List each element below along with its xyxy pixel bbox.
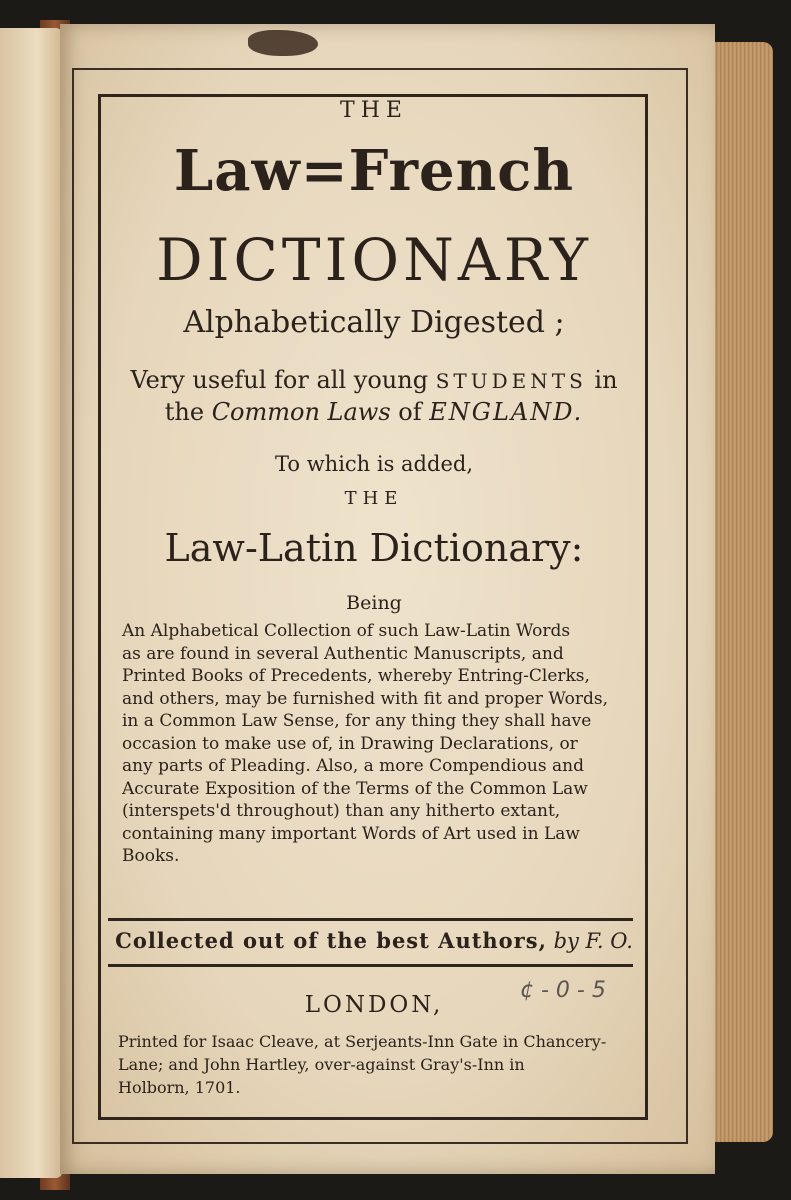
common-part-b: Common Laws — [211, 398, 391, 426]
collected-text: Collected out of the best Authors, — [115, 928, 547, 953]
body-line: Printed Books of Precedents, whereby Entring-Clerks, — [122, 666, 590, 686]
line-collected — [100, 928, 648, 953]
line-the: THE — [340, 98, 408, 123]
common-part-a: the — [164, 398, 205, 426]
useful-part-a: Very useful for all young — [130, 366, 429, 394]
page-fore-edge — [705, 42, 773, 1142]
ink-stain — [248, 30, 318, 56]
description-paragraph — [122, 620, 637, 868]
body-line: containing many important Words of Art used in Law — [122, 823, 580, 844]
line-useful — [100, 366, 648, 394]
body-line: (interspets'd throughout) than any hitherto extant, — [122, 801, 561, 821]
body-line: in a Common Law Sense, for any thing they shall have — [122, 711, 592, 731]
useful-part-c: in — [594, 366, 618, 394]
line-dictionary: DICTIONARY — [156, 226, 592, 294]
line-alphabetically: Alphabetically Digested ; — [183, 305, 565, 340]
imprint-line: Lane; and John Hartley, over-against Gray's-Inn in — [118, 1055, 525, 1074]
body-line: occasion to make use of, in Drawing Declarations, or — [122, 733, 578, 754]
imprint-line: Holborn, 1701. — [118, 1078, 241, 1097]
useful-students: STUDENTS — [435, 369, 587, 393]
body-line: as are found in several Authentic Manuscripts, and — [122, 643, 564, 664]
body-line: An Alphabetical Collection of such Law-Latin Words — [122, 621, 571, 641]
common-england: ENGLAND. — [429, 398, 584, 426]
line-london: LONDON, — [304, 992, 444, 1018]
body-line: Accurate Exposition of the Terms of the Common Law — [122, 778, 588, 799]
left-page-edge — [0, 28, 62, 1178]
line-law-latin: Law-Latin Dictionary: — [164, 526, 584, 570]
rule-divider — [108, 918, 633, 921]
common-part-c: of — [398, 398, 422, 426]
imprint-line: Printed for Isaac Cleave, at Serjeants-Inn Gate in Chancery- — [118, 1032, 607, 1051]
line-to-which: To which is added, — [275, 452, 473, 476]
rule-divider — [108, 964, 633, 967]
line-the-2: THE — [344, 488, 404, 509]
line-common-laws — [100, 398, 648, 426]
body-line: any parts of Pleading. Also, a more Compendious and — [122, 756, 584, 776]
line-law-french: Law=French — [173, 138, 575, 204]
collected-by: by F. O. — [553, 929, 633, 953]
pencil-price-note: ¢ - 0 - 5 — [520, 978, 606, 1003]
imprint — [118, 1030, 633, 1099]
body-line: Books. — [122, 846, 180, 866]
body-line: and others, may be furnished with fit and proper Words, — [122, 688, 609, 709]
line-being: Being — [346, 592, 402, 614]
